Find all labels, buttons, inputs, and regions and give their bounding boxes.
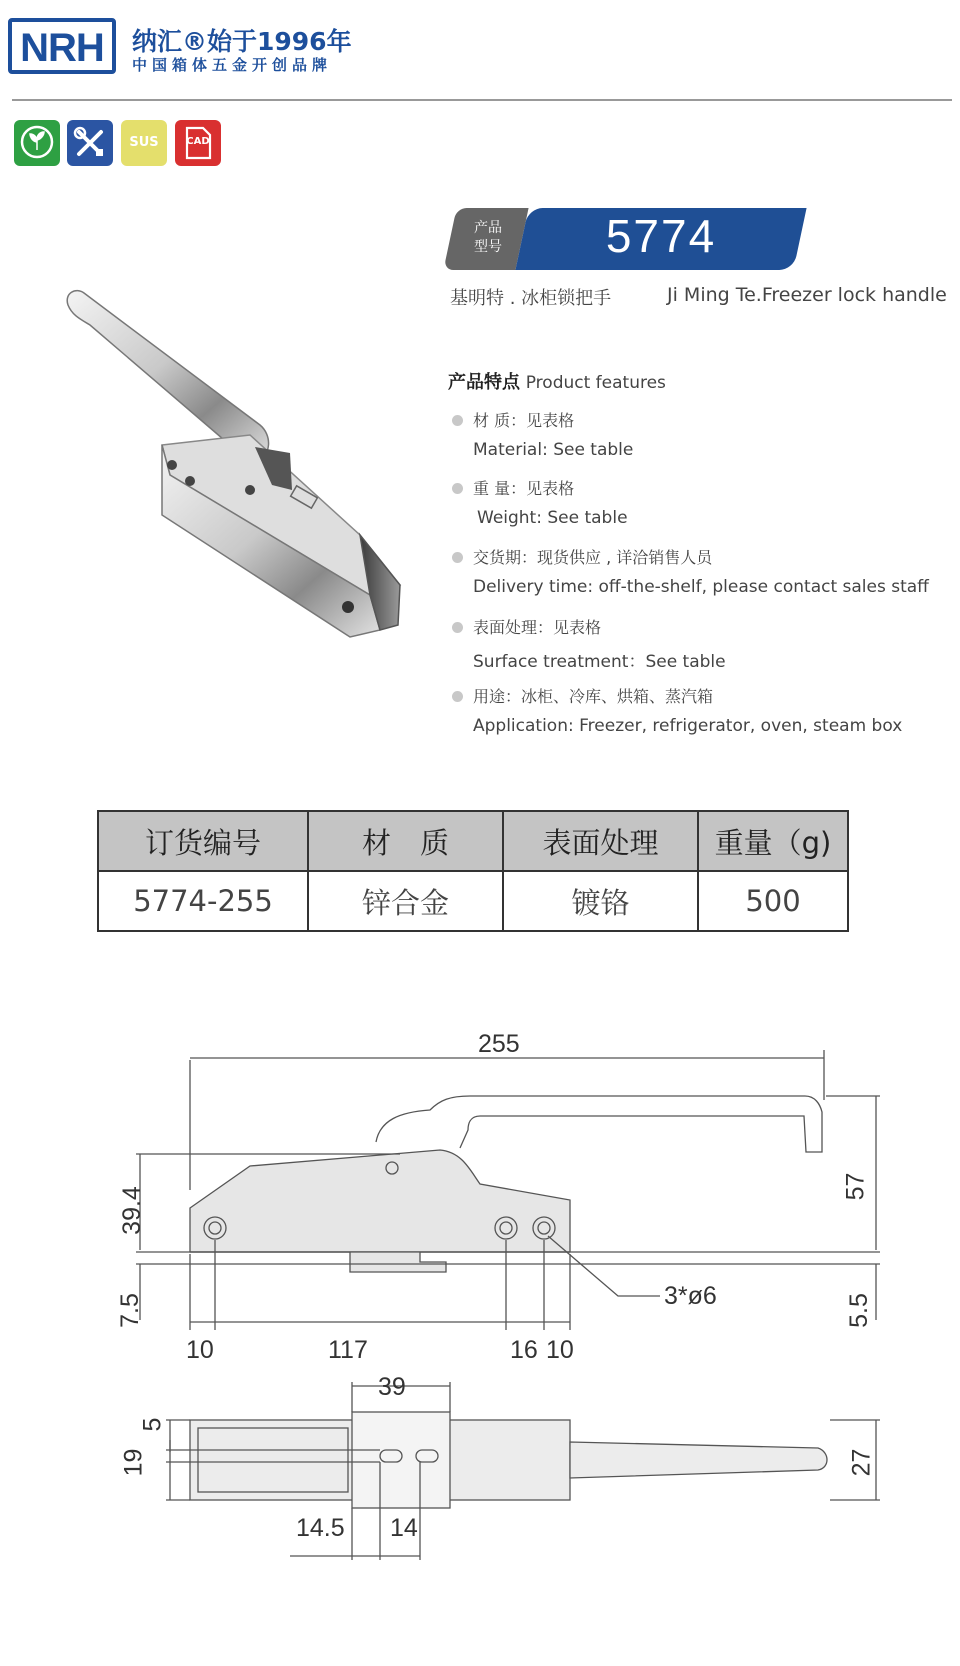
col-weight: 重量（g) xyxy=(698,811,848,871)
dim-slot-spacing: 14 xyxy=(390,1514,418,1542)
dim-hole-gap: 16 xyxy=(510,1336,538,1364)
dim-slot-width: 39 xyxy=(378,1373,406,1401)
dim-overall-length: 255 xyxy=(478,1030,520,1058)
dim-below: 7.5 xyxy=(115,1293,144,1328)
brand-title: 纳汇®始于1996年 xyxy=(132,27,352,56)
product-photo xyxy=(50,285,430,675)
features-title: 产品特点 Product features xyxy=(448,372,666,393)
eco-leaf-icon xyxy=(14,120,60,166)
dim-plate-offset: 14.5 xyxy=(296,1514,345,1542)
header-divider xyxy=(12,99,952,101)
cell-material: 锌合金 xyxy=(308,871,503,931)
feature-application: 用途：冰柜、冷库、烘箱、蒸汽箱 Application: Freezer, refrigerator, oven, steam box xyxy=(452,684,902,736)
feature-material: 材 质：见表格 Material: See table xyxy=(452,408,633,460)
model-tag-label: 产品 型号 xyxy=(474,220,502,255)
feature-weight: 重 量：见表格 Weight: See table xyxy=(452,476,628,528)
dim-right-below: 5.5 xyxy=(844,1293,873,1328)
col-order-no: 订货编号 xyxy=(98,811,308,871)
dim-body-height: 39.4 xyxy=(117,1186,146,1235)
tools-icon xyxy=(67,120,113,166)
dim-hole-spacing: 117 xyxy=(328,1336,368,1364)
col-surface: 表面处理 xyxy=(503,811,698,871)
feature-surface: 表面处理：见表格 Surface treatment：See table xyxy=(452,615,726,672)
table-header-row xyxy=(98,811,848,871)
cell-weight: 500 xyxy=(698,871,848,931)
col-material: 材 质 xyxy=(308,811,503,871)
brand-logo: NRH xyxy=(8,18,116,74)
dim-hole-note: 3*ø6 xyxy=(664,1282,717,1310)
dim-body-width: 19 xyxy=(119,1448,148,1477)
feature-delivery: 交货期：现货供应 , 详洽销售人员 Delivery time: off-the-shelf, please contact sales staff xyxy=(452,545,929,597)
cad-file-icon: CAD xyxy=(175,120,221,166)
cell-order-no: 5774-255 xyxy=(98,871,308,931)
product-name-cn: 基明特 . 冰柜锁把手 xyxy=(450,288,612,309)
dim-small-offset: 5 xyxy=(138,1417,167,1432)
sus-badge-icon: SUS xyxy=(121,120,167,166)
product-name-en: Ji Ming Te.Freezer lock handle xyxy=(667,284,947,306)
spec-table xyxy=(97,810,849,932)
brand-subtitle: 中国箱体五金开创品牌 xyxy=(132,56,333,74)
table-row xyxy=(98,871,848,931)
model-number: 5774 xyxy=(605,210,717,262)
cell-surface: 镀铬 xyxy=(503,871,698,931)
dim-height: 57 xyxy=(841,1172,870,1201)
dim-left-offset: 10 xyxy=(186,1336,214,1364)
dim-right-offset: 10 xyxy=(546,1336,574,1364)
dim-total-width: 27 xyxy=(847,1448,876,1477)
